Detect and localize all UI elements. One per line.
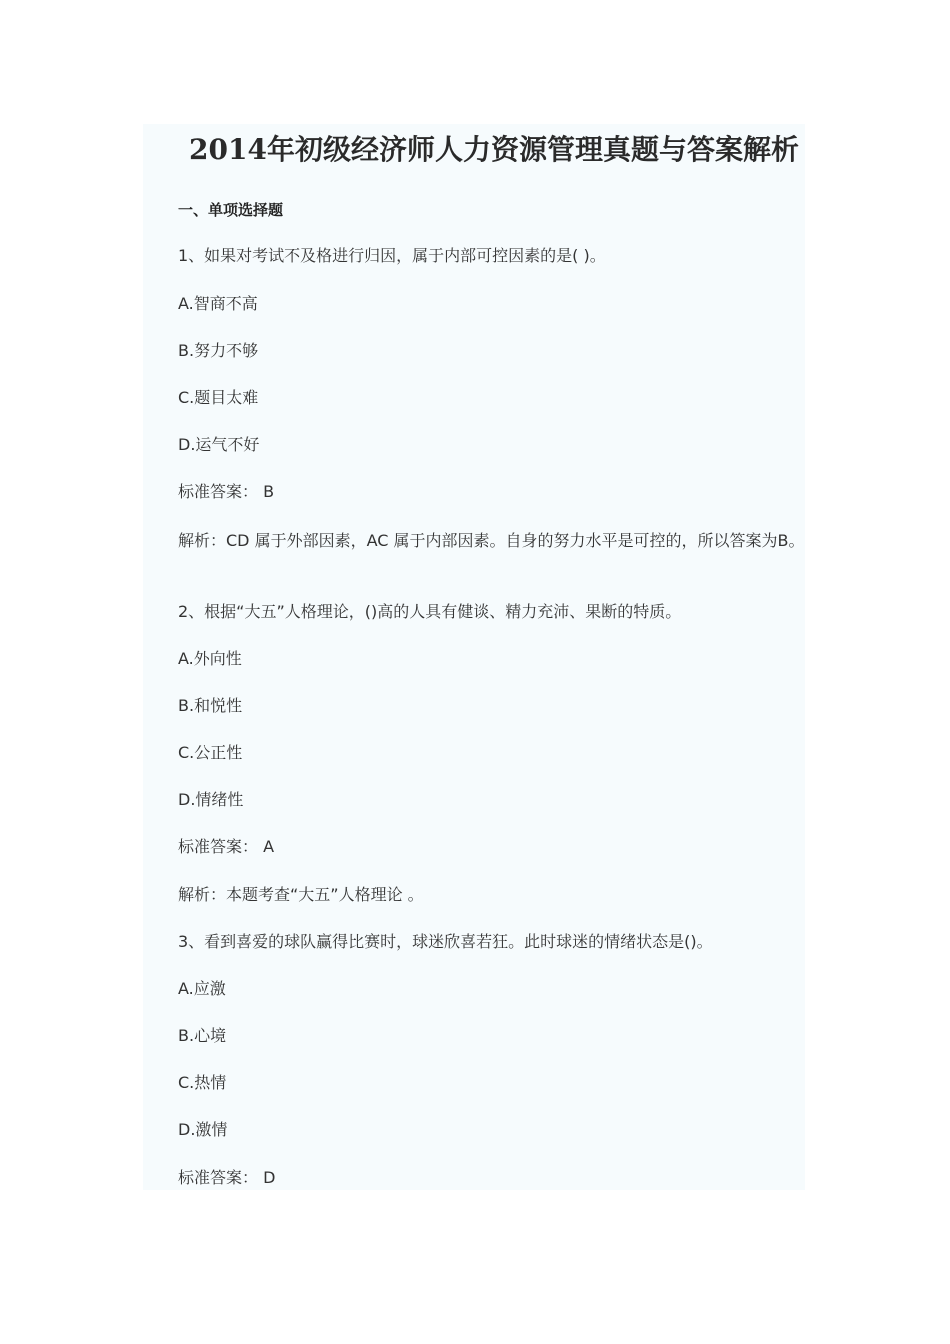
question-2-stem: 2、根据“大五”人格理论，()高的人具有健谈、精力充沛、果断的特质。 [178, 602, 682, 621]
question-1-stem: 1、如果对考试不及格进行归因，属于内部可控因素的是( )。 [178, 246, 606, 265]
question-1-answer: 标准答案： B [178, 482, 275, 501]
question-3-answer: 标准答案： D [178, 1168, 276, 1187]
question-1-option-a: A.智商不高 [178, 294, 258, 313]
document-panel [143, 124, 805, 1190]
section-heading: 一、单项选择题 [178, 201, 284, 219]
question-2-option-d: D.情绪性 [178, 790, 244, 809]
question-2-option-a: A.外向性 [178, 649, 242, 668]
question-1-option-c: C.题目太难 [178, 388, 259, 407]
question-1-option-b: B.努力不够 [178, 341, 259, 360]
question-2-option-b: B.和悦性 [178, 696, 243, 715]
question-3-option-c: C.热情 [178, 1073, 227, 1092]
question-1-explanation: 解析：CD 属于外部因素，AC 属于内部因素。自身的努力水平是可控的，所以答案为B。 [178, 531, 805, 550]
question-3-stem: 3、看到喜爱的球队赢得比赛时，球迷欣喜若狂。此时球迷的情绪状态是()。 [178, 932, 713, 951]
question-2-answer: 标准答案： A [178, 837, 275, 856]
question-3-option-d: D.激情 [178, 1120, 228, 1139]
question-2-explanation: 解析：本题考查“大五”人格理论 。 [178, 885, 424, 904]
question-3-option-a: A.应激 [178, 979, 226, 998]
question-1-option-d: D.运气不好 [178, 435, 260, 454]
question-3-option-b: B.心境 [178, 1026, 227, 1045]
document-title: 2014年初级经济师人力资源管理真题与答案解析 [189, 133, 799, 166]
question-2-option-c: C.公正性 [178, 743, 243, 762]
